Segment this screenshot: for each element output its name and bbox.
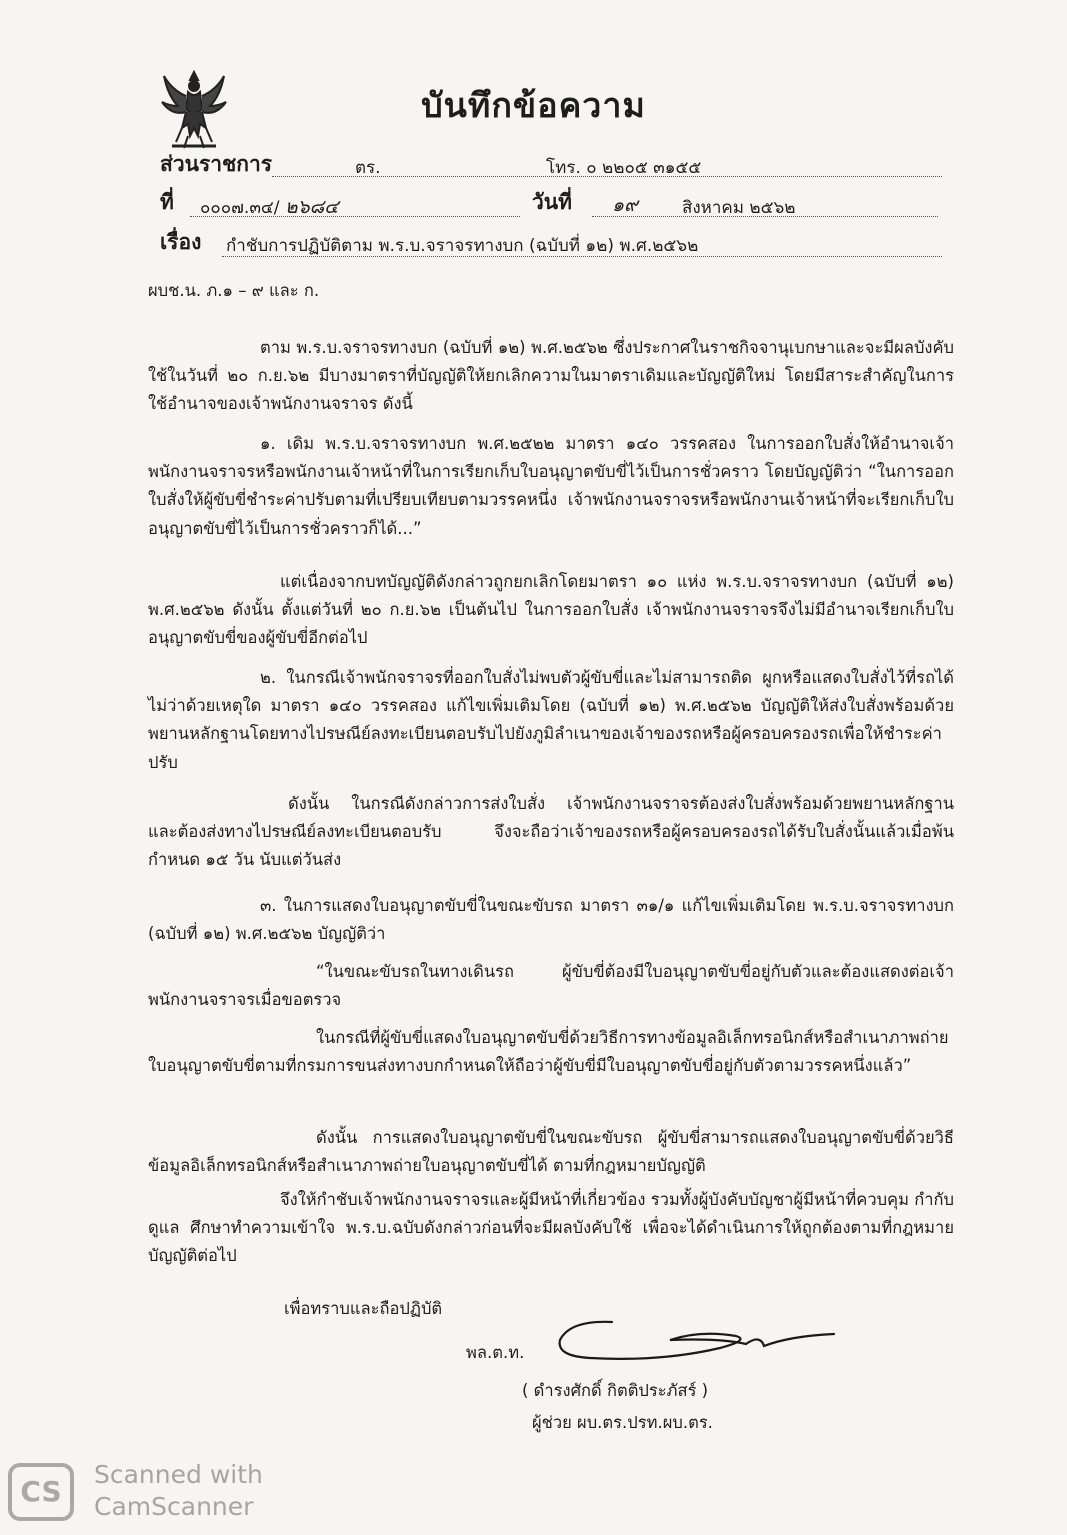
date-month-year: สิงหาคม ๒๕๖๒ <box>682 198 796 218</box>
camscanner-watermark <box>8 1455 308 1525</box>
number-value: ๐๐๐๗.๓๔/ <box>200 198 285 218</box>
number-field <box>200 192 339 222</box>
watermark-line-2: CamScanner <box>94 1492 254 1521</box>
agency-row <box>160 148 272 181</box>
paragraph-item-1: ๑. เดิม พ.ร.บ.จราจรทางบก พ.ศ.๒๕๒๒ มาตรา ๑๔๐ วรรคสอง ในการออกใบสั่งให้อำนาจเจ้าพนักงานจราจรหรือพนักงานเจ้าหน้าที่ในการเรียกเก็บใบอนุญาตขับขี่ไว้เป็นการชั่วคราว โดยบัญญัติว่า “ในการออกใบสั่งให้ผู้ขับขี่ชำระค่าปรับตามที่เปรียบเทียบตามวรรคหนึ่ง เจ้าพนักงานจราจรหรือพนักงานเจ้าหน้าที่จะเรียกเก็บใบอนุญาตขับขี่ไว้เป็นการชั่วคราวก็ได้...” <box>148 434 954 538</box>
agency-value: ตร. <box>355 158 381 178</box>
camscanner-logo-icon: CS <box>8 1463 74 1521</box>
signer-position: ผู้ช่วย ผบ.ตร.ปรท.ผบ.ตร. <box>532 1413 713 1432</box>
page-title: บันทึกข้อความ <box>421 86 646 126</box>
date-dotted-line <box>592 216 938 217</box>
quote-line-1: “ในขณะขับรถในทางเดินรถ ผู้ขับขี่ต้องมีใบอนุญาตขับขี่อยู่กับตัวและต้องแสดงต่อเจ้าพนักงานจราจรเมื่อขอตรวจ <box>148 962 954 1010</box>
phone-number: โทร. ๐ ๒๒๐๕ ๓๑๕๕ <box>546 158 702 178</box>
paragraph-item-3: ๓. ในการแสดงใบอนุญาตขับขี่ในขณะขับรถ มาตรา ๓๑/๑ แก้ไขเพิ่มเติมโดย พ.ร.บ.จราจรทางบก (ฉบับที่ ๑๒) พ.ศ.๒๕๖๒ บัญญัติว่า <box>148 896 954 944</box>
subject-label: เรื่อง <box>160 230 202 254</box>
agency-dotted-line <box>272 176 942 177</box>
paragraph-intro: ตาม พ.ร.บ.จราจรทางบก (ฉบับที่ ๑๒) พ.ศ.๒๕๖๒ ซึ่งประกาศในราชกิจจานุเบกษาและจะมีผลบังคับใช้ในวันที่ ๒๐ ก.ย.๖๒ มีบางมาตราที่บัญญัติให้ยกเลิกความในมาตราเดิมและบัญญัติใหม่ โดยมีสาระสำคัญในการใช้อำนาจของเจ้าพนักงานจราจร ดังนี้ <box>148 338 954 414</box>
closing-line: เพื่อทราบและถือปฏิบัติ <box>284 1299 443 1318</box>
number-row <box>160 186 174 219</box>
date-label-wrap <box>532 186 572 219</box>
handwritten-signature-icon <box>550 1310 850 1370</box>
agency-label: ส่วนราชการ <box>160 152 273 176</box>
number-handwritten: ๒๖๘๔ <box>284 196 339 218</box>
subject-value: กำชับการปฏิบัติตาม พ.ร.บ.จราจรทางบก (ฉบับที่ ๑๒) พ.ศ.๒๕๖๒ <box>226 236 699 256</box>
paragraph-item-2: ๒. ในกรณีเจ้าพนักจราจรที่ออกใบสั่งไม่พบตัวผู้ขับขี่และไม่สามารถติด ผูกหรือแสดงใบสั่งไว้ที่รถได้ไม่ว่าด้วยเหตุใด มาตรา ๑๔๐ วรรคสอง แก้ไขเพิ่มเติมโดย (ฉบับที่ ๑๒) พ.ศ.๒๕๖๒ บัญญัติให้ส่งใบสั่งพร้อมด้วยพยานหลักฐานโดยทางไปรษณีย์ลงทะเบียนตอบรับไปยังภูมิลำเนาของเจ้าของรถหรือผู้ครอบครองรถเพื่อให้ชำระค่าปรับ <box>148 668 954 772</box>
paragraph-item-3-cont: ดังนั้น การแสดงใบอนุญาตขับขี่ในขณะขับรถ ผู้ขับขี่สามารถแสดงใบอนุญาตขับขี่ด้วยวิธีข้อมูลอิเล็กทรอนิกส์หรือสำเนาภาพถ่ายใบอนุญาตขับขี่ได้ ตามที่กฎหมายบัญญัติ <box>148 1128 954 1176</box>
signer-rank: พล.ต.ท. <box>466 1343 525 1362</box>
recipients: ผบช.น. ภ.๑ – ๙ และ ก. <box>148 281 320 300</box>
quote-line-2: ในกรณีที่ผู้ขับขี่แสดงใบอนุญาตขับขี่ด้วยวิธีการทางข้อมูลอิเล็กทรอนิกส์หรือสำเนาภาพถ่ายใบอนุญาตขับขี่ตามที่กรมการขนส่งทางบกกำหนดให้ถือว่าผู้ขับขี่มีใบอนุญาตขับขี่อยู่กับตัวตามวรรคหนึ่งแล้ว” <box>148 1028 949 1076</box>
signer-name: ( ดำรงศักดิ์ กิตติประภัสร์ ) <box>522 1381 709 1400</box>
date-day-handwritten: ๑๙ <box>612 194 638 216</box>
number-dotted-line <box>190 216 520 217</box>
watermark-line-1: Scanned with <box>94 1460 263 1489</box>
paragraph-instruction: จึงให้กำชับเจ้าพนักงานจราจรและผู้มีหน้าที่เกี่ยวข้อง รวมทั้งผู้บังคับบัญชาผู้มีหน้าที่ควบคุม กำกับ ดูแล ศึกษาทำความเข้าใจ พ.ร.บ.ฉบับดังกล่าวก่อนที่จะมีผลบังคับใช้ เพื่อจะได้ดำเนินการให้ถูกต้องตามที่กฎหมายบัญญัติต่อไป <box>148 1190 954 1266</box>
subject-dotted-line <box>222 256 942 257</box>
paragraph-item-2-cont: ดังนั้น ในกรณีดังกล่าวการส่งใบสั่ง เจ้าพนักงานจราจรต้องส่งใบสั่งพร้อมด้วยพยานหลักฐาน และต้องส่งทางไปรษณีย์ลงทะเบียนตอบรับ จึงจะถือว่าเจ้าของรถหรือผู้ครอบครองรถได้รับใบสั่งนั้นแล้วเมื่อพ้นกำหนด ๑๕ วัน นับแต่วันส่ง <box>148 794 954 870</box>
camscanner-text <box>94 1459 263 1523</box>
date-label: วันที่ <box>532 190 572 214</box>
paragraph-item-1-cont: แต่เนื่องจากบทบัญญัติดังกล่าวถูกยกเลิกโดยมาตรา ๑๐ แห่ง พ.ร.บ.จราจรทางบก (ฉบับที่ ๑๒) พ.ศ.๒๕๖๒ ดังนั้น ตั้งแต่วันที่ ๒๐ ก.ย.๖๒ เป็นต้นไป ในการออกใบสั่ง เจ้าพนักงานจราจรจึงไม่มีอำนาจเรียกเก็บใบอนุญาตขับขี่ของผู้ขับขี่อีกต่อไป <box>148 572 954 648</box>
subject-row <box>160 226 201 259</box>
number-label: ที่ <box>160 190 174 214</box>
